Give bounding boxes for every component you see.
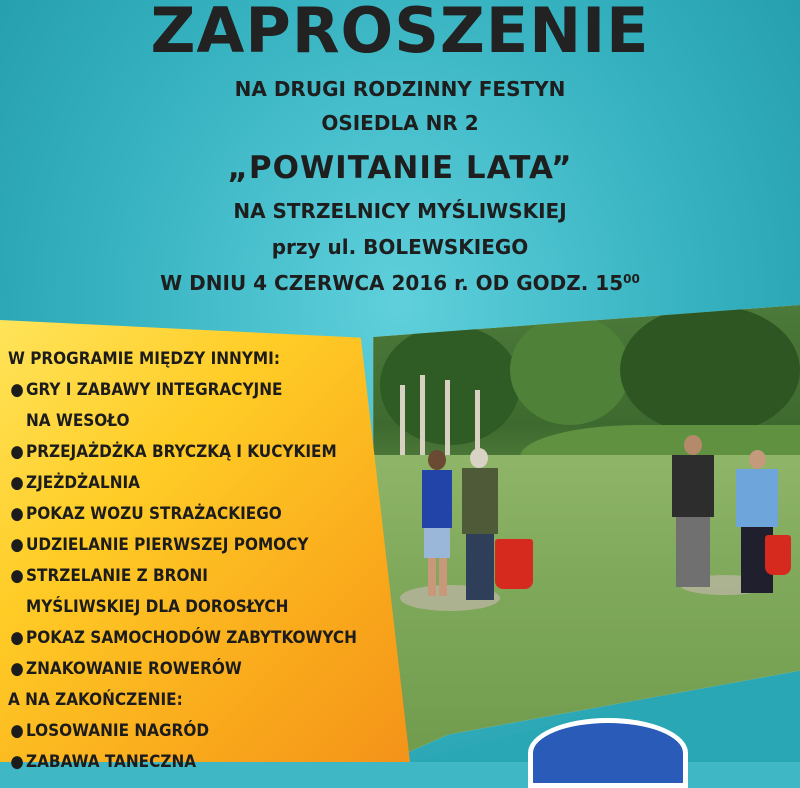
instructor-figure xyxy=(460,448,500,608)
closing-heading: A NA ZAKOŃCZENIE: xyxy=(8,690,183,710)
bullet-icon: ● xyxy=(10,752,24,772)
bullet-icon: ● xyxy=(10,566,24,586)
list-item: ● ZNAKOWANIE ROWERÓW xyxy=(8,654,418,685)
bullet-icon: ● xyxy=(10,380,24,400)
man-vest-figure xyxy=(670,435,716,590)
date-line xyxy=(0,270,800,296)
bullet-icon: ● xyxy=(10,628,24,648)
program-heading: W PROGRAMIE MIĘDZY INNYMI: xyxy=(8,349,280,369)
boy-figure xyxy=(422,450,452,600)
list-item: ● LOSOWANIE NAGRÓD xyxy=(8,716,418,747)
invitation-header xyxy=(0,0,800,320)
list-item: ● POKAZ SAMOCHODÓW ZABYTKOWYCH xyxy=(8,623,418,654)
list-item-continued: NA WESOŁO xyxy=(26,411,130,431)
list-item-continued: MYŚLIWSKIEJ DLA DOROSŁYCH xyxy=(26,597,289,617)
bullet-icon: ● xyxy=(10,659,24,679)
bullet-icon: ● xyxy=(10,504,24,524)
bullet-icon: ● xyxy=(10,535,24,555)
event-name: „POWITANIE LATA” xyxy=(227,150,573,186)
program-list xyxy=(8,344,418,778)
bouncy-castle xyxy=(528,718,688,788)
red-bucket xyxy=(765,535,791,575)
list-item: ● POKAZ WOZU STRAŻACKIEGO xyxy=(8,499,418,530)
street-line: przy ul. BOLEWSKIEGO xyxy=(271,235,529,259)
festival-line: NA DRUGI RODZINNY FESTYN xyxy=(234,77,566,101)
time-minutes: 00 xyxy=(623,272,640,286)
venue-line: NA STRZELNICY MYŚLIWSKIEJ xyxy=(233,199,567,223)
date-text: W DNIU 4 CZERWCA 2016 r. OD GODZ. 15 xyxy=(160,271,624,295)
list-item: ● ZJEŻDŻALNIA xyxy=(8,468,418,499)
list-item: ● PRZEJAŻDŻKA BRYCZKĄ I KUCYKIEM xyxy=(8,437,418,468)
invitation-title: ZAPROSZENIE xyxy=(150,0,650,67)
list-item: ● UDZIELANIE PIERWSZEJ POMOCY xyxy=(8,530,418,561)
list-item: ● ZABAWA TANECZNA xyxy=(8,747,418,778)
district-line: OSIEDLA NR 2 xyxy=(321,111,479,135)
bullet-icon: ● xyxy=(10,473,24,493)
red-bucket xyxy=(495,539,533,589)
bullet-icon: ● xyxy=(10,442,24,462)
list-item: ● GRY I ZABAWY INTEGRACYJNE xyxy=(8,375,418,406)
bullet-icon: ● xyxy=(10,721,24,741)
list-item: ● STRZELANIE Z BRONI xyxy=(8,561,418,592)
